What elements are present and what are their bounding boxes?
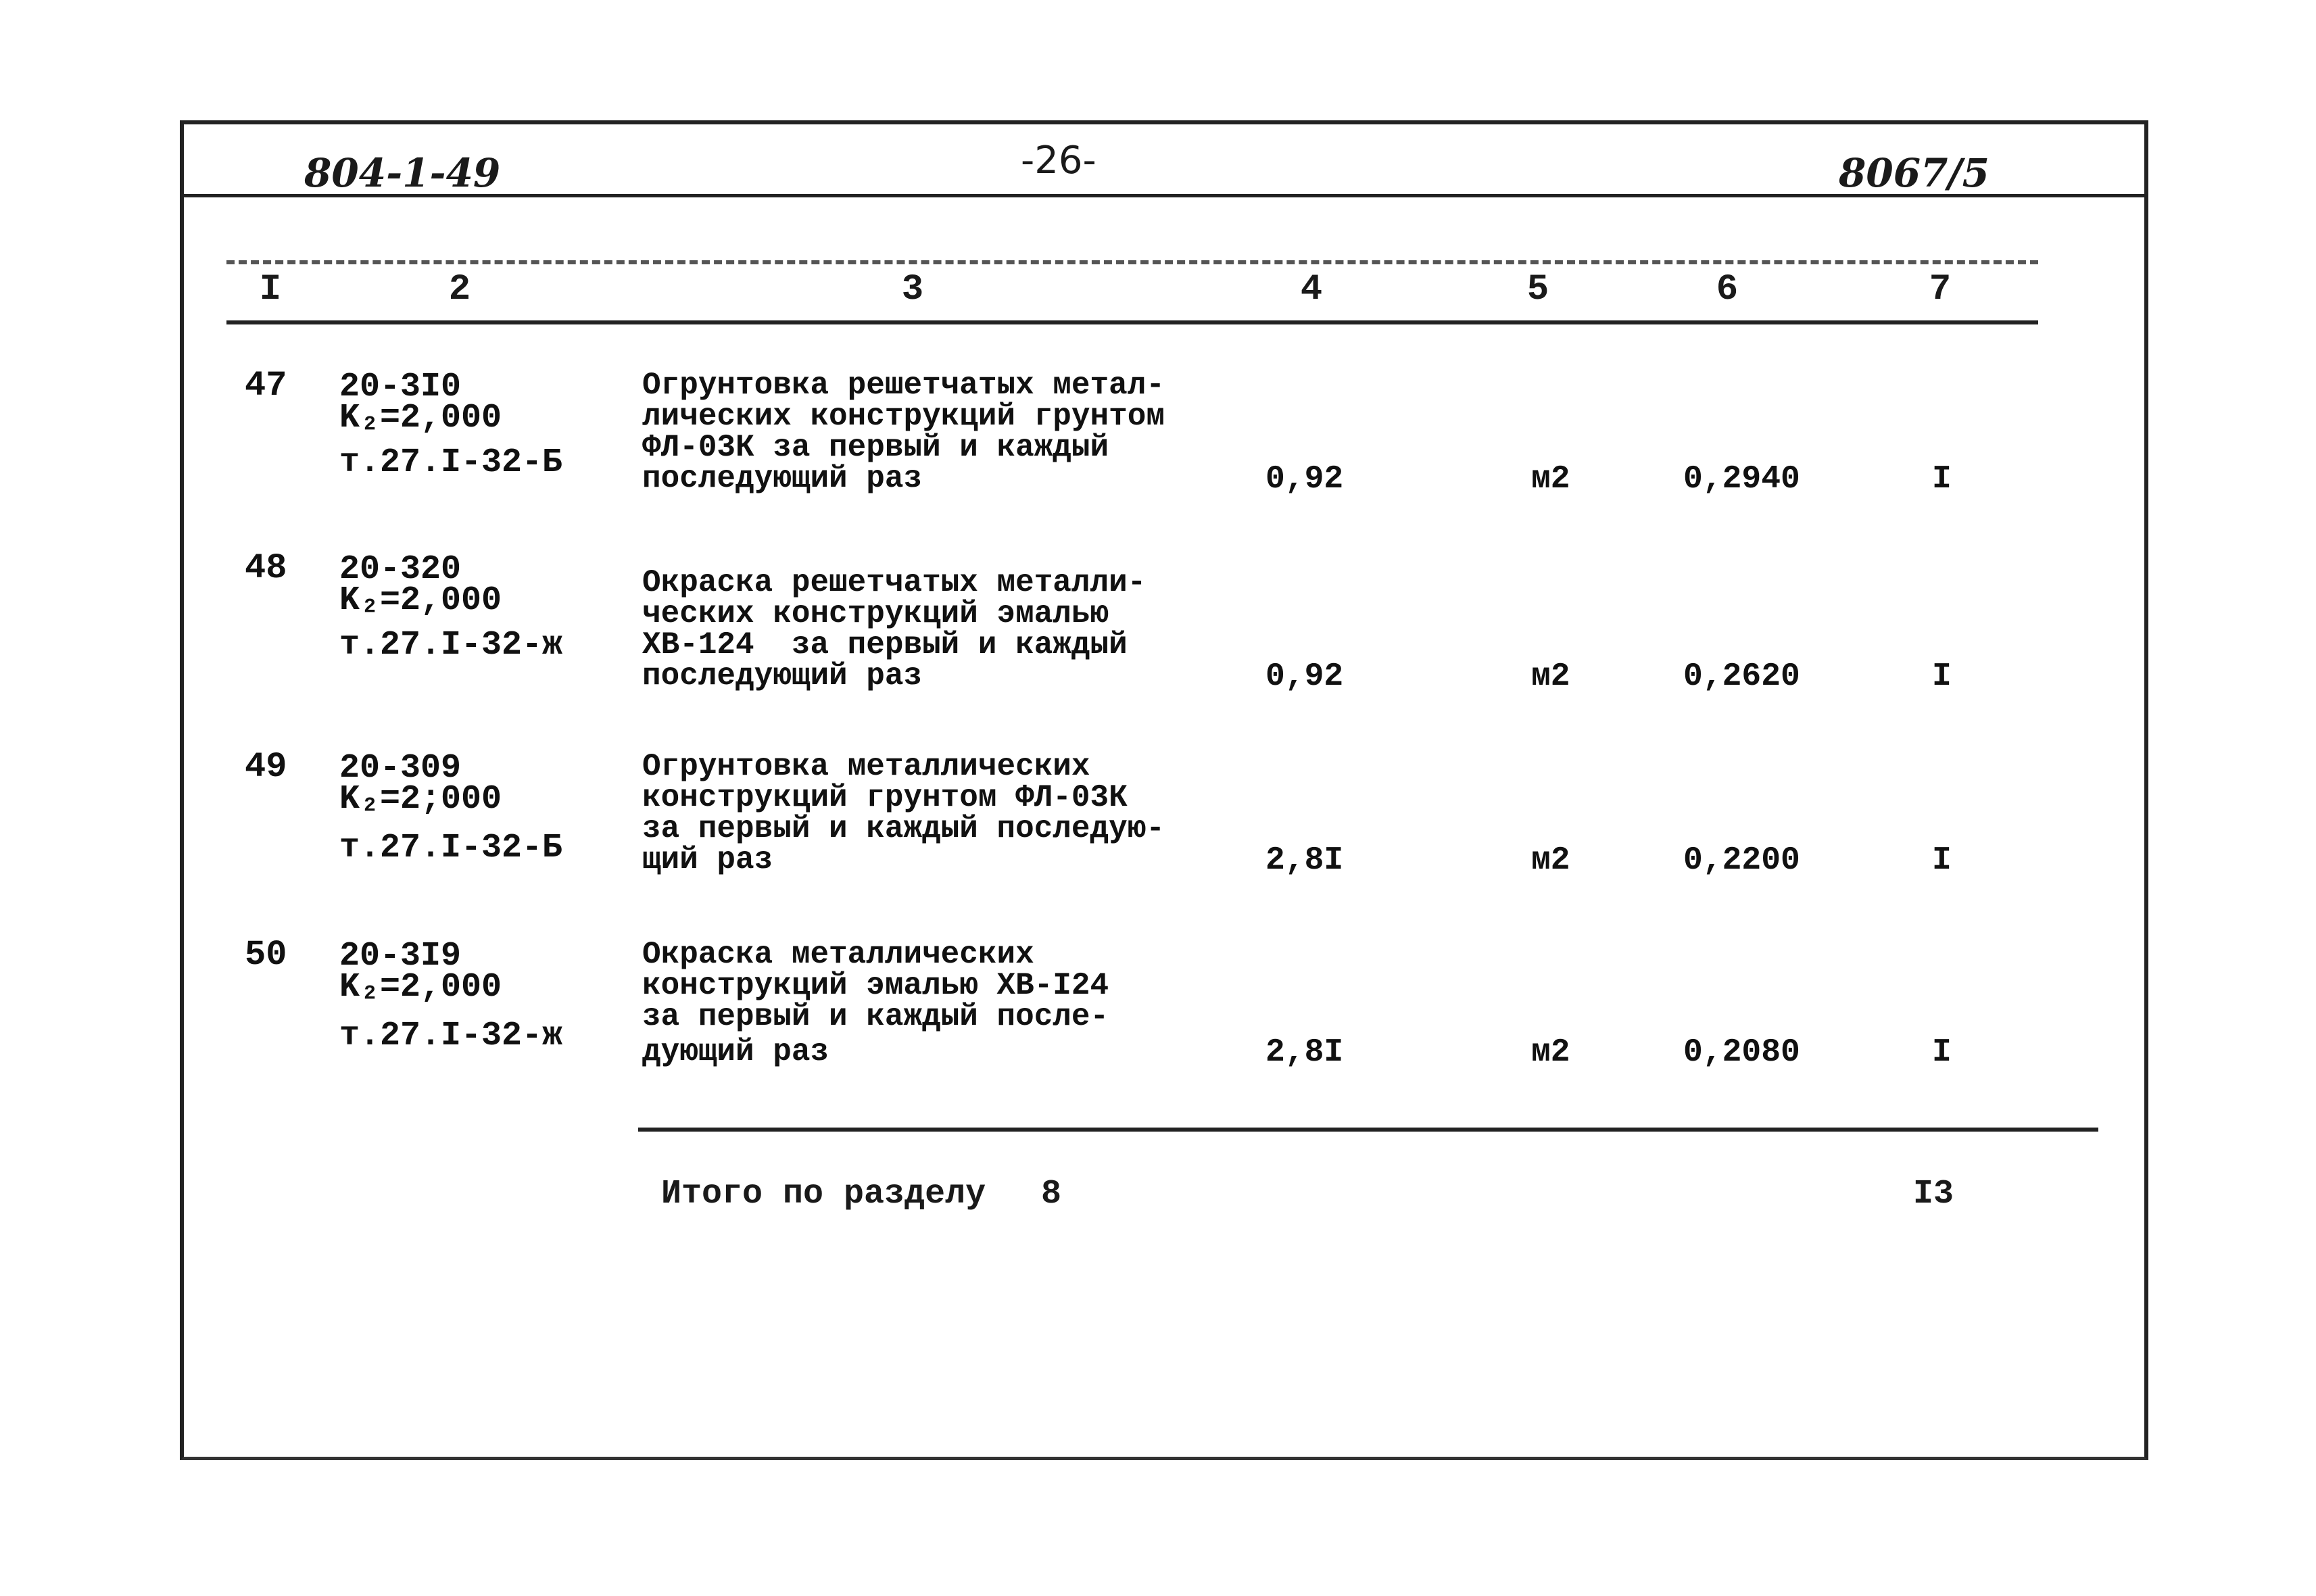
row-norm: 0,2940 xyxy=(1683,461,1800,498)
row-total: I xyxy=(1932,1034,1952,1071)
row-code-line: 20-320 xyxy=(339,550,462,589)
row-unit: м2 xyxy=(1531,461,1570,498)
row-number: 50 xyxy=(245,935,287,975)
summary-total: I3 xyxy=(1913,1175,1954,1213)
row-desc-line: ХВ-124 за первый и каждый xyxy=(642,627,1128,662)
col-header-1: I xyxy=(259,269,282,310)
row-quantity: 0,92 xyxy=(1265,658,1344,695)
row-desc-line: за первый и каждый последую- xyxy=(642,811,1165,846)
row-unit: м2 xyxy=(1531,842,1570,879)
col-header-7: 7 xyxy=(1929,269,1952,310)
row-desc-line: Огрунтовка металлических xyxy=(642,749,1090,784)
row-desc-line: Окраска металлических xyxy=(642,937,1034,972)
row-desc-line: ческих конструкций эмалью xyxy=(642,596,1109,631)
row-quantity: 0,92 xyxy=(1265,461,1344,498)
row-code-line: K₂=2;000 xyxy=(339,780,502,819)
col-header-3: 3 xyxy=(901,269,924,310)
summary-rule xyxy=(638,1128,2098,1132)
row-code-line: K₂=2,000 xyxy=(339,968,502,1007)
row-quantity: 2,8I xyxy=(1265,1034,1344,1071)
doc-code-right: 8067/5 xyxy=(1839,150,1989,196)
row-norm: 0,2620 xyxy=(1683,658,1800,695)
row-code-line: т.27.I-32-ж xyxy=(339,626,563,664)
row-code-line: т.27.I-32-ж xyxy=(339,1017,563,1055)
row-total: I xyxy=(1932,658,1952,695)
row-desc-line: щий раз xyxy=(642,842,773,877)
row-unit: м2 xyxy=(1531,1034,1570,1071)
row-code-line: т.27.I-32-Б xyxy=(339,829,563,867)
row-desc-line: последующий раз xyxy=(642,658,923,694)
doc-code-left: 804-1-49 xyxy=(304,150,501,196)
row-desc-line: Окраска решетчатых металли- xyxy=(642,565,1147,600)
row-norm: 0,2080 xyxy=(1683,1034,1800,1071)
col-header-5: 5 xyxy=(1526,269,1549,310)
row-code-line: т.27.I-32-Б xyxy=(339,443,563,482)
row-code-line: 20-3I9 xyxy=(339,937,462,975)
col-header-4: 4 xyxy=(1300,269,1323,310)
row-desc-line: дующий раз xyxy=(642,1034,829,1069)
row-desc-line: последующий раз xyxy=(642,461,923,496)
row-code-line: 20-3I0 xyxy=(339,368,462,406)
row-number: 49 xyxy=(245,747,287,787)
row-number: 48 xyxy=(245,548,287,588)
row-unit: м2 xyxy=(1531,658,1570,695)
header-rule-bottom xyxy=(226,320,2038,324)
row-desc-line: Огрунтовка решетчатых метал- xyxy=(642,368,1165,403)
page-number: -26- xyxy=(1021,139,1096,183)
row-total: I xyxy=(1932,461,1952,498)
row-number: 47 xyxy=(245,366,287,406)
row-code-line: K₂=2,000 xyxy=(339,581,502,620)
row-desc-line: конструкций грунтом ФЛ-03К xyxy=(642,780,1128,815)
row-code-line: 20-309 xyxy=(339,749,462,788)
summary-label: Итого по разделу xyxy=(661,1175,986,1213)
row-desc-line: ФЛ-03К за первый и каждый xyxy=(642,430,1109,465)
row-desc-line: лических конструкций грунтом xyxy=(642,399,1165,434)
header-rule-top xyxy=(226,260,2038,264)
col-header-6: 6 xyxy=(1716,269,1739,310)
row-desc-line: конструкций эмалью ХВ-I24 xyxy=(642,968,1109,1003)
row-quantity: 2,8I xyxy=(1265,842,1344,879)
summary-section: 8 xyxy=(1041,1175,1062,1213)
row-total: I xyxy=(1932,842,1952,879)
col-header-2: 2 xyxy=(448,269,471,310)
row-code-line: K₂=2,000 xyxy=(339,399,502,437)
row-desc-line: за первый и каждый после- xyxy=(642,999,1109,1034)
row-norm: 0,2200 xyxy=(1683,842,1800,879)
